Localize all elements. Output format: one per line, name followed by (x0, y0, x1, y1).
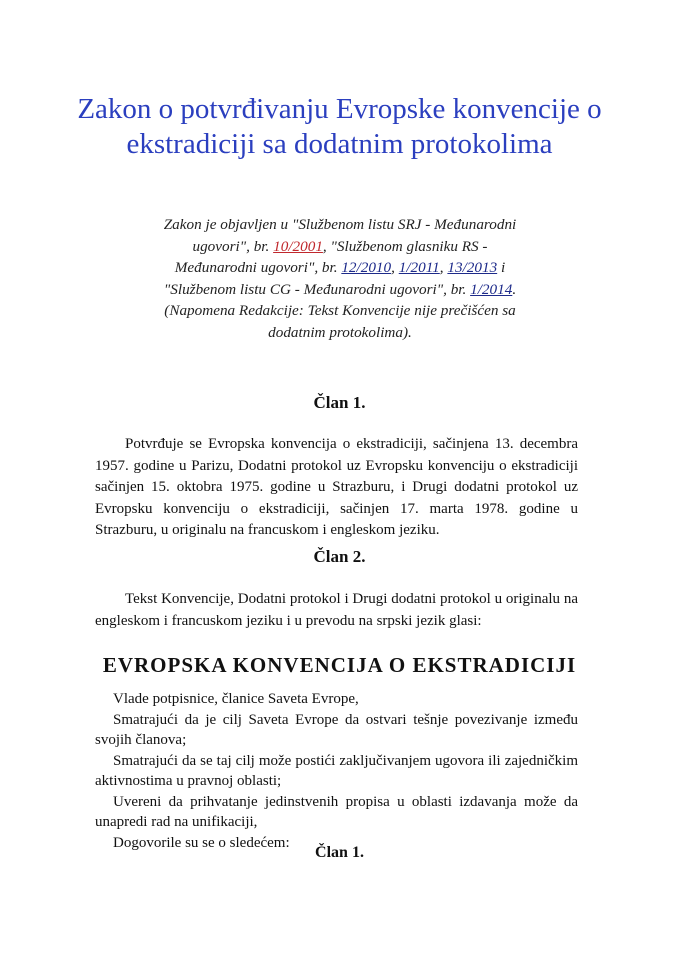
gazette-link-10-2001[interactable]: 10/2001 (273, 237, 323, 255)
pub-text: , (391, 259, 399, 277)
article-2-text: Tekst Konvencije, Dodatni protokol i Drugi dodatni protokol u originalu na engleskom i francuskom jeziku i u prevodu na srpski jezik glasi: (95, 591, 578, 629)
pub-text: . (Napomena Redakcije: Tekst Konvencije nije prečišćen sa dodatnim protokolima). (164, 280, 517, 341)
convention-article-1-heading: Član 1. (315, 844, 364, 861)
preamble-paragraph: Vlade potpisnice, članice Saveta Evrope, (113, 691, 359, 707)
gazette-link-13-2013[interactable]: 13/2013 (447, 259, 498, 277)
convention-preamble (95, 689, 578, 853)
document-title: Zakon o potvrđivanju Evropske konvencije o ekstradiciji sa dodatnim protokolima (77, 93, 602, 160)
pub-text: , "Službenom glasniku RS - Međunarodni ugovori", br. (174, 237, 488, 277)
preamble-paragraph: Uvereni da prihvatanje jedinstvenih propisa u oblasti izdavanja može da unapredi rad na unifikaciji, (95, 793, 578, 830)
gazette-link-1-2014[interactable]: 1/2014 (470, 280, 513, 298)
pub-text: Zakon je objavljen u "Službenom listu SRJ - Međunarodni ugovori", br. (163, 216, 517, 255)
pub-text: , (439, 259, 448, 277)
convention-heading: EVROPSKA KONVENCIJA O EKSTRADICIJI (102, 653, 577, 677)
preamble-paragraph: Smatrajući da je cilj Saveta Evrope da ostvari tešnje povezivanje između svojih članova; (95, 711, 578, 748)
preamble-paragraph: Smatrajući da se taj cilj može postići zaključivanjem ugovora ili zajedničkim aktivnostima u pravnoj oblasti; (95, 752, 578, 789)
gazette-link-12-2010[interactable]: 12/2010 (341, 259, 392, 277)
publication-note (160, 214, 520, 344)
article-2-heading: Član 2. (313, 547, 366, 566)
article-1-text: Potvrđuje se Evropska konvencija o ekstradiciji, sačinjena 13. decembra 1957. godine u Parizu, Dodatni protokol uz Evropsku konvenciju o ekstradiciji sačinjen 15. oktobra 1975. godine u Strazburu, i Drugi dodatni protokol uz Evropsku konvenciju o ekstradiciji, sačinjen 17. marta 1978. godine u Strazburu, u originalu na francuskom i engleskom jeziku. (95, 436, 578, 538)
preamble-paragraph: Dogovorile su se o sledećem: (113, 834, 290, 851)
gazette-link-1-2011[interactable]: 1/2011 (398, 259, 440, 277)
article-1-heading: Član 1. (313, 393, 366, 412)
pub-text: i "Službenom listu CG - Međunarodni ugovori", br. (163, 259, 506, 298)
